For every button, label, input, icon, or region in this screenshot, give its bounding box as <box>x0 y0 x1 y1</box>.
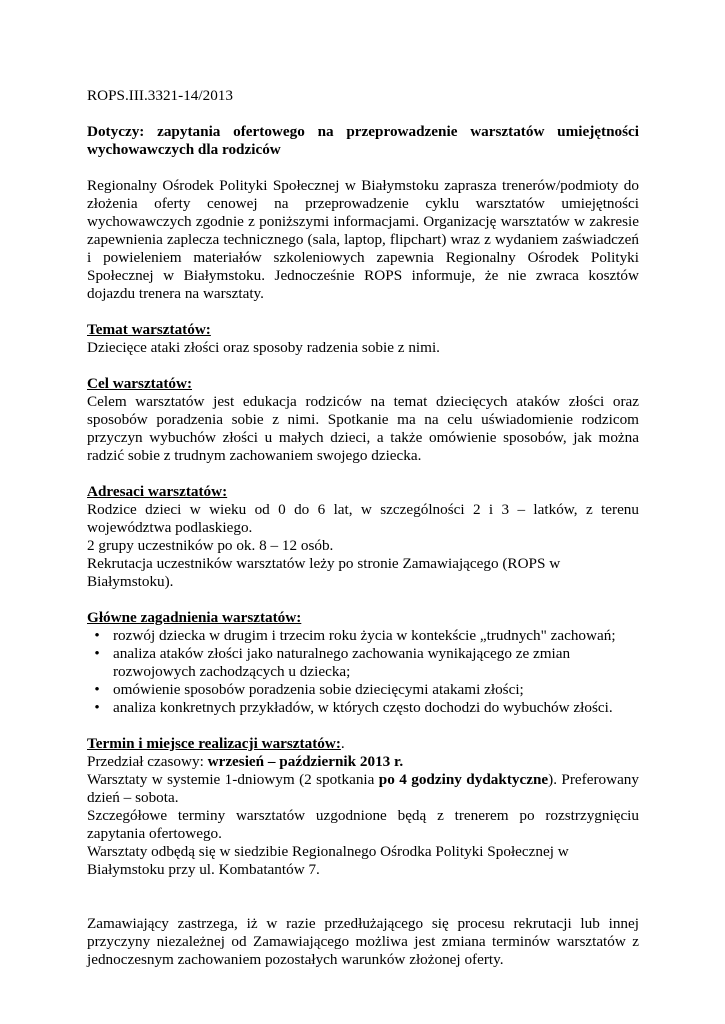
spacer <box>87 879 639 897</box>
schedule-heading-suffix: . <box>340 735 345 752</box>
system-hours: po 4 godziny dydaktyczne <box>378 771 549 788</box>
list-item-text: omówienie sposobów poradzenia sobie dziecięcymi atakami złości; <box>113 681 524 698</box>
spacer <box>87 105 639 123</box>
bullet-icon: • <box>94 627 100 644</box>
topic-text: Dziecięce ataki złości oraz sposoby radzenia sobie z nimi. <box>87 339 440 356</box>
schedule-period <box>87 753 639 771</box>
audience-line: Rekrutacja uczestników warsztatów leży po stronie Zamawiającego (ROPS w Białymstoku). <box>87 555 561 590</box>
reservation-paragraph: Zamawiający zastrzega, iż w razie przedłużającego się procesu rekrutacji lub innej przyczyny niezależnej od Zamawiającego możliwa jest zmiana terminów warsztatów z jednoczesnym zachowaniem pozostałych warunków złożonej oferty. <box>87 915 639 968</box>
goal-heading: Cel warsztatów: <box>87 375 193 392</box>
system-text-end: ). Preferowany dzień – sobota. <box>87 771 639 806</box>
audience-line: Rodzice dzieci w wieku od 0 do 6 lat, w szczególności 2 i 3 – latków, z terenu województwa podlaskiego. <box>87 501 639 536</box>
audience-heading: Adresaci warsztatów: <box>87 483 228 500</box>
topic-heading: Temat warsztatów: <box>87 321 211 338</box>
list-item-text: analiza ataków złości jako naturalnego zachowania wynikającego ze zmian rozwojowych zachodzących u dziecka; <box>113 645 571 680</box>
spacer <box>87 465 639 483</box>
list-item <box>87 627 639 645</box>
audience-line: 2 grupy uczestników po ok. 8 – 12 osób. <box>87 537 334 554</box>
system-text: Warsztaty w systemie 1-dniowym (2 spotkania <box>87 771 379 788</box>
bullet-icon: • <box>94 699 100 716</box>
period-value: wrzesień – październik 2013 r. <box>207 753 404 770</box>
list-item-text: rozwój dziecka w drugim i trzecim roku życia w kontekście „trudnych" zachowań; <box>113 627 616 644</box>
schedule-terms: Szczegółowe terminy warsztatów uzgodnione będą z trenerem po rozstrzygnięciu zapytania ofertowego. <box>87 807 639 842</box>
schedule-location: Warsztaty odbędą się w siedzibie Regionalnego Ośrodka Polityki Społecznej w Białymstoku przy ul. Kombatantów 7. <box>87 843 569 878</box>
bullet-icon: • <box>94 645 100 662</box>
issues-heading: Główne zagadnienia warsztatów: <box>87 609 302 626</box>
document-page <box>87 87 639 969</box>
list-item <box>87 699 639 717</box>
spacer <box>87 303 639 321</box>
issues-list <box>87 627 639 717</box>
subject-line: Dotyczy: zapytania ofertowego na przeprowadzenie warsztatów umiejętności wychowawczych dla rodziców <box>87 123 639 158</box>
goal-text: Celem warsztatów jest edukacja rodziców na temat dziecięcych ataków złości oraz sposobów poradzenia sobie z nimi. Spotkanie ma na celu uświadomienie rodzicom przyczyn wybuchów złości u małych dzieci, a także omówienie sposobów, jak można radzić sobie z trudnym zachowaniem swojego dziecka. <box>87 393 639 464</box>
spacer <box>87 159 639 177</box>
schedule-system <box>87 771 639 807</box>
list-item-text: analiza konkretnych przykładów, w których często dochodzi do wybuchów złości. <box>113 699 613 716</box>
spacer <box>87 591 639 609</box>
period-label: Przedział czasowy: <box>87 753 208 770</box>
list-item <box>87 681 639 699</box>
schedule-heading: Termin i miejsce realizacji warsztatów: <box>87 735 341 752</box>
schedule-heading-line <box>87 735 639 753</box>
bullet-icon: • <box>94 681 100 698</box>
intro-paragraph: Regionalny Ośrodek Polityki Społecznej w Białymstoku zaprasza trenerów/podmioty do złożenia oferty cenowej na przeprowadzenie cyklu warsztatów umiejętności wychowawczych zgodnie z poniższymi informacjami. Organizację warsztatów w zakresie zapewnienia zaplecza technicznego (sala, laptop, flipchart) wraz z wydaniem zaświadczeń i powieleniem materiałów szkoleniowych zapewnia Regionalny Ośrodek Polityki Społecznej w Białymstoku. Jednocześnie ROPS informuje, że nie zwraca kosztów dojazdu trenera na warsztaty. <box>87 177 639 302</box>
reference-number: ROPS.III.3321-14/2013 <box>87 87 233 104</box>
spacer <box>87 897 639 915</box>
spacer <box>87 717 639 735</box>
list-item <box>87 645 639 681</box>
spacer <box>87 357 639 375</box>
